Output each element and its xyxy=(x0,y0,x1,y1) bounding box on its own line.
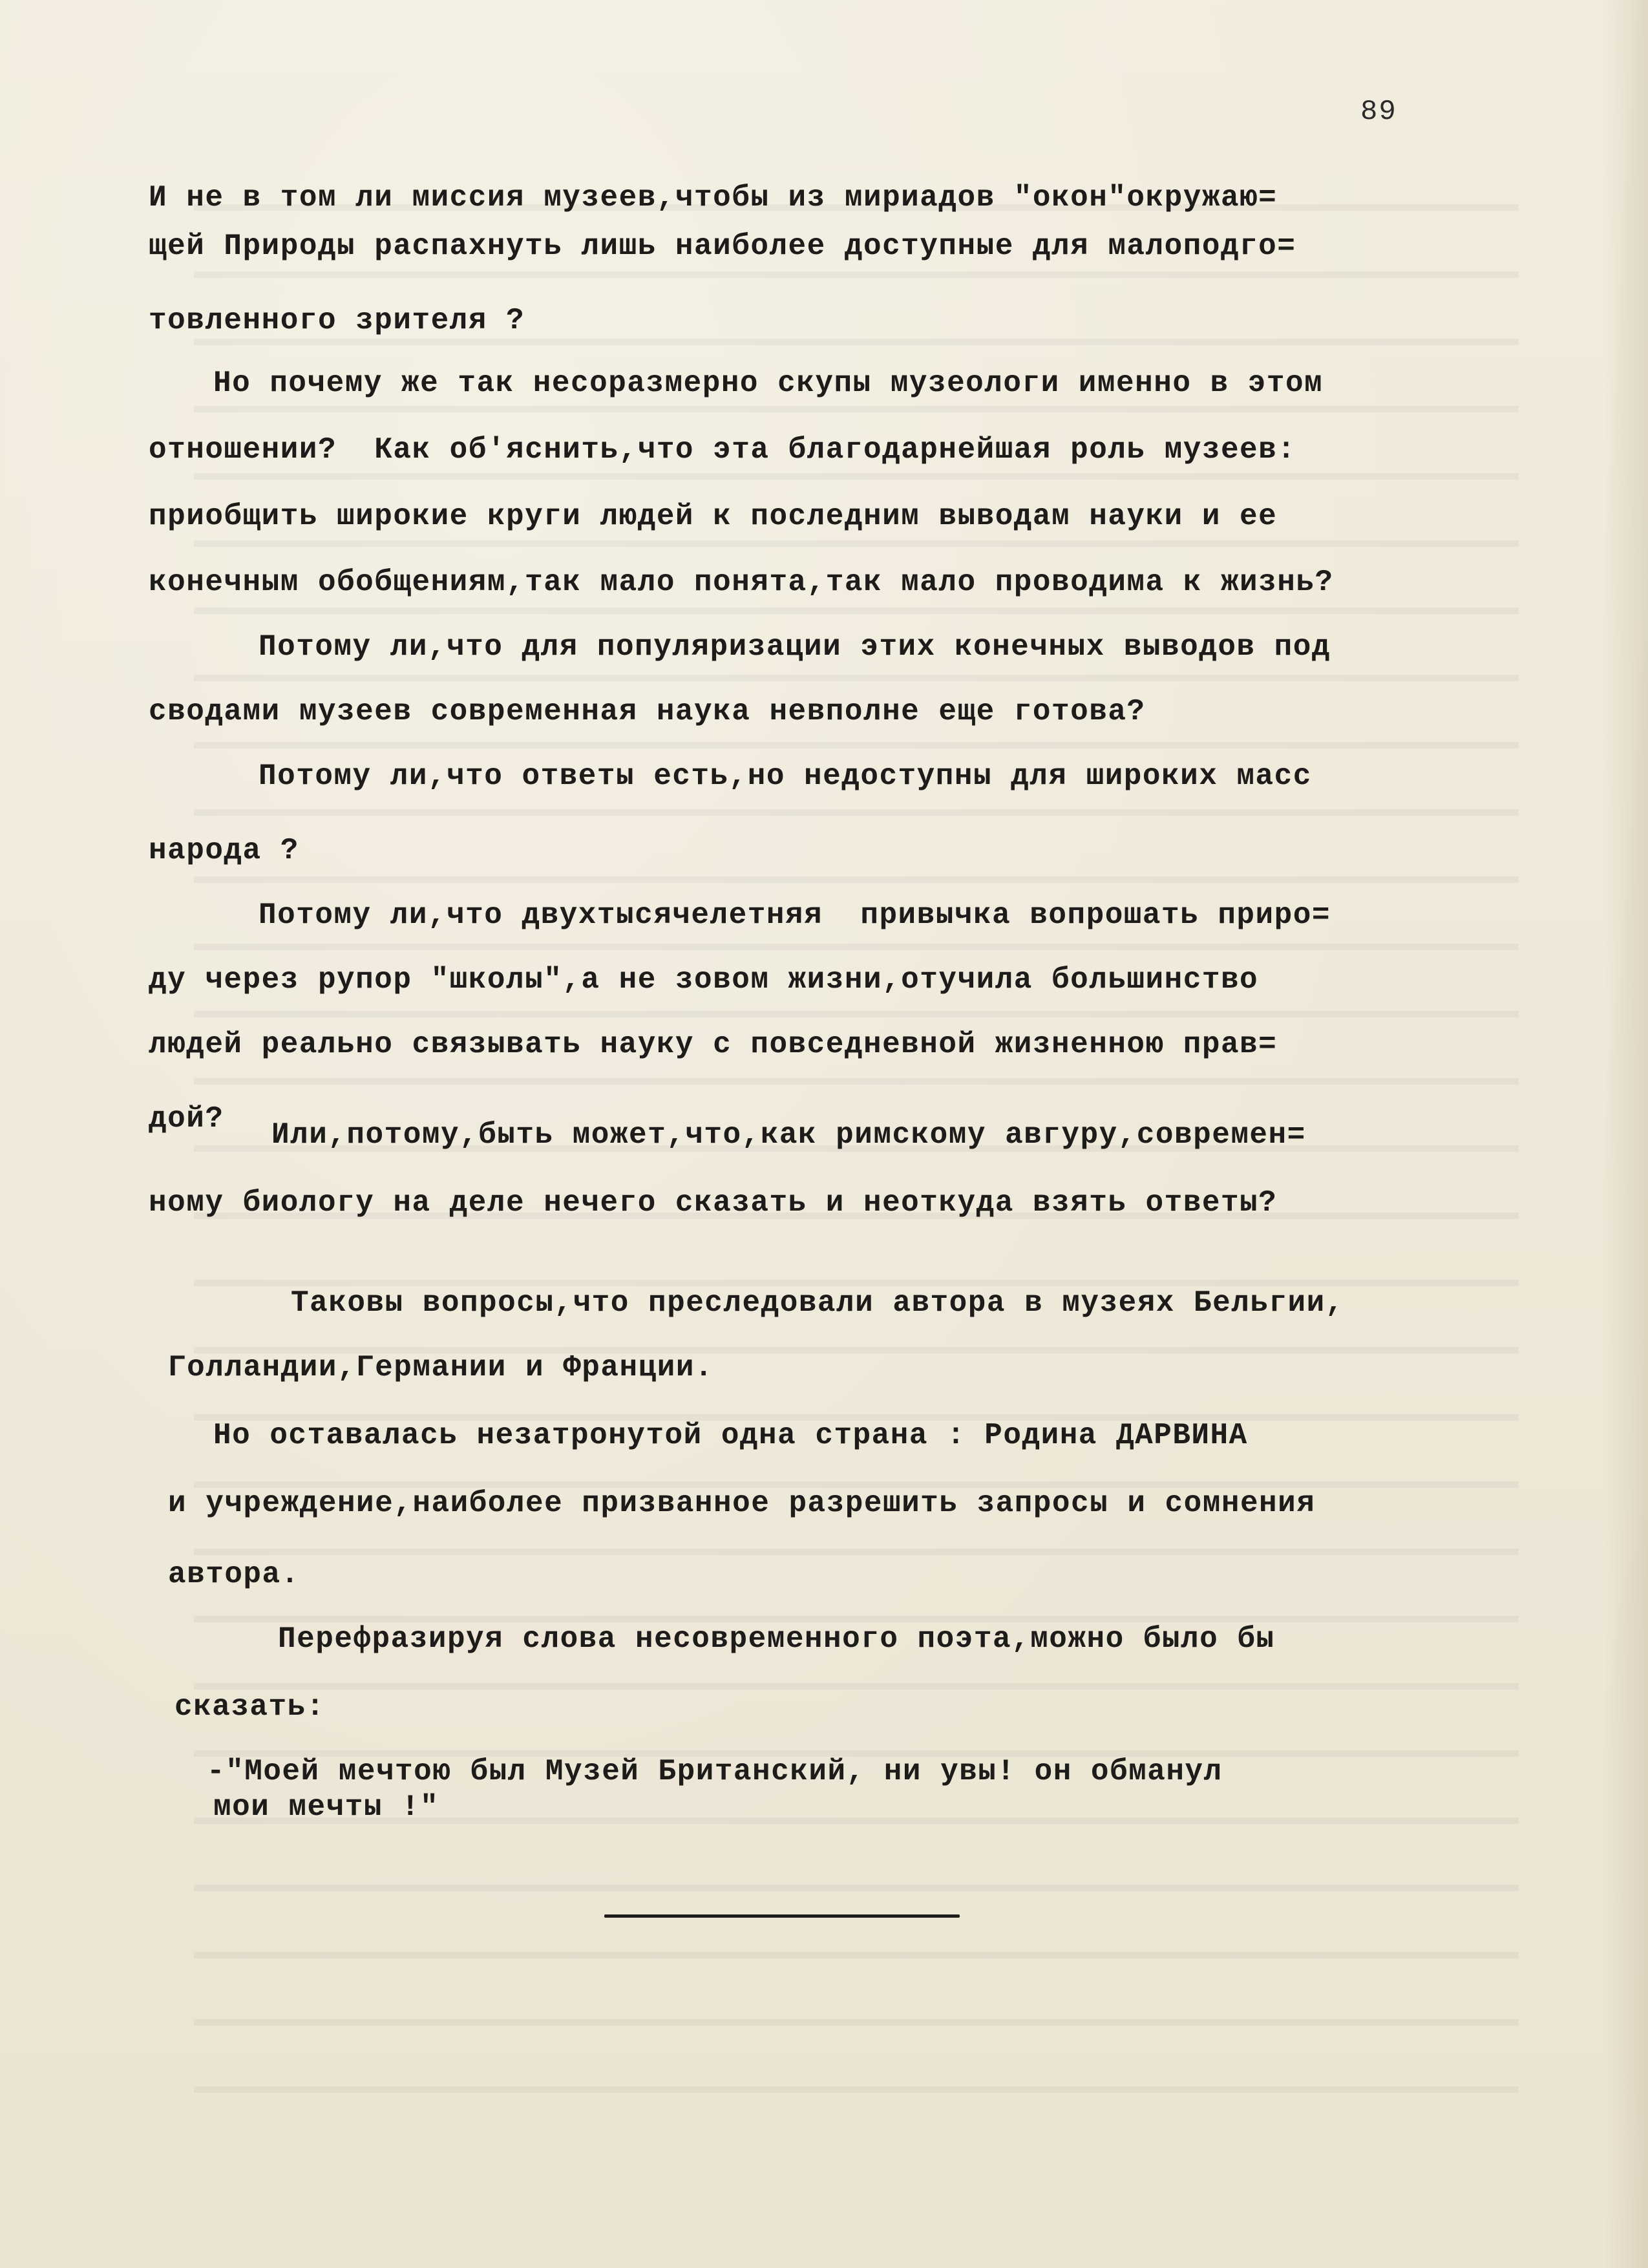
text-line: Но почему же так несоразмерно скупы музеологи именно в этом xyxy=(213,366,1324,400)
quote-line: мои мечты !" xyxy=(213,1790,439,1824)
text-line: Потому ли,что ответы есть,но недоступны для широких масс xyxy=(259,759,1312,793)
text-line: И не в том ли миссия музеев,чтобы из мириадов "окон"окружаю= xyxy=(149,181,1278,215)
page-number: 89 xyxy=(1360,96,1397,128)
text-line: товленного зрителя ? xyxy=(149,304,525,337)
text-line: Или,потому,быть может,что,как римскому авгуру,современ= xyxy=(271,1118,1306,1152)
text-line: щей Природы распахнуть лишь наиболее доступные для малоподго= xyxy=(149,229,1296,263)
text-line: Но оставалась незатронутой одна страна : Родина ДАРВИНА xyxy=(213,1419,1248,1452)
text-line: народа ? xyxy=(149,834,299,867)
text-line: ному биологу на деле нечего сказать и неоткуда взять ответы? xyxy=(149,1186,1278,1220)
text-line: приобщить широкие круги людей к последним выводам науки и ее xyxy=(149,500,1278,533)
closing-rule xyxy=(604,1914,960,1918)
text-line: сказать: xyxy=(174,1690,325,1724)
text-line: Потому ли,что для популяризации этих конечных выводов под xyxy=(259,630,1331,664)
text-line: дой? xyxy=(149,1102,224,1136)
text-line: автора. xyxy=(168,1558,300,1591)
text-line: Таковы вопросы,что преследовали автора в музеях Бельгии, xyxy=(291,1286,1344,1320)
quote-line: -"Моей мечтою был Музей Британский, ни увы! он обманул xyxy=(207,1755,1223,1788)
text-line: конечным обобщениям,так мало понята,так мало проводима к жизнь? xyxy=(149,566,1334,599)
text-line: и учреждение,наиболее призванное разрешить запросы и сомнения xyxy=(168,1487,1316,1520)
text-line: сводами музеев современная наука невполне еще готова? xyxy=(149,695,1146,728)
text-line: Перефразируя слова несовременного поэта,можно было бы xyxy=(278,1622,1275,1656)
text-line: Голландии,Германии и Франции. xyxy=(168,1351,714,1384)
text-line: отношении? Как об'яснить,что эта благодарнейшая роль музеев: xyxy=(149,433,1296,467)
text-line: людей реально связывать науку с повседневной жизненною прав= xyxy=(149,1028,1278,1061)
text-line: ду через рупор "школы",а не зовом жизни,отучила большинство xyxy=(149,963,1259,997)
text-line: Потому ли,что двухтысячелетняя привычка вопрошать приро= xyxy=(259,898,1331,932)
